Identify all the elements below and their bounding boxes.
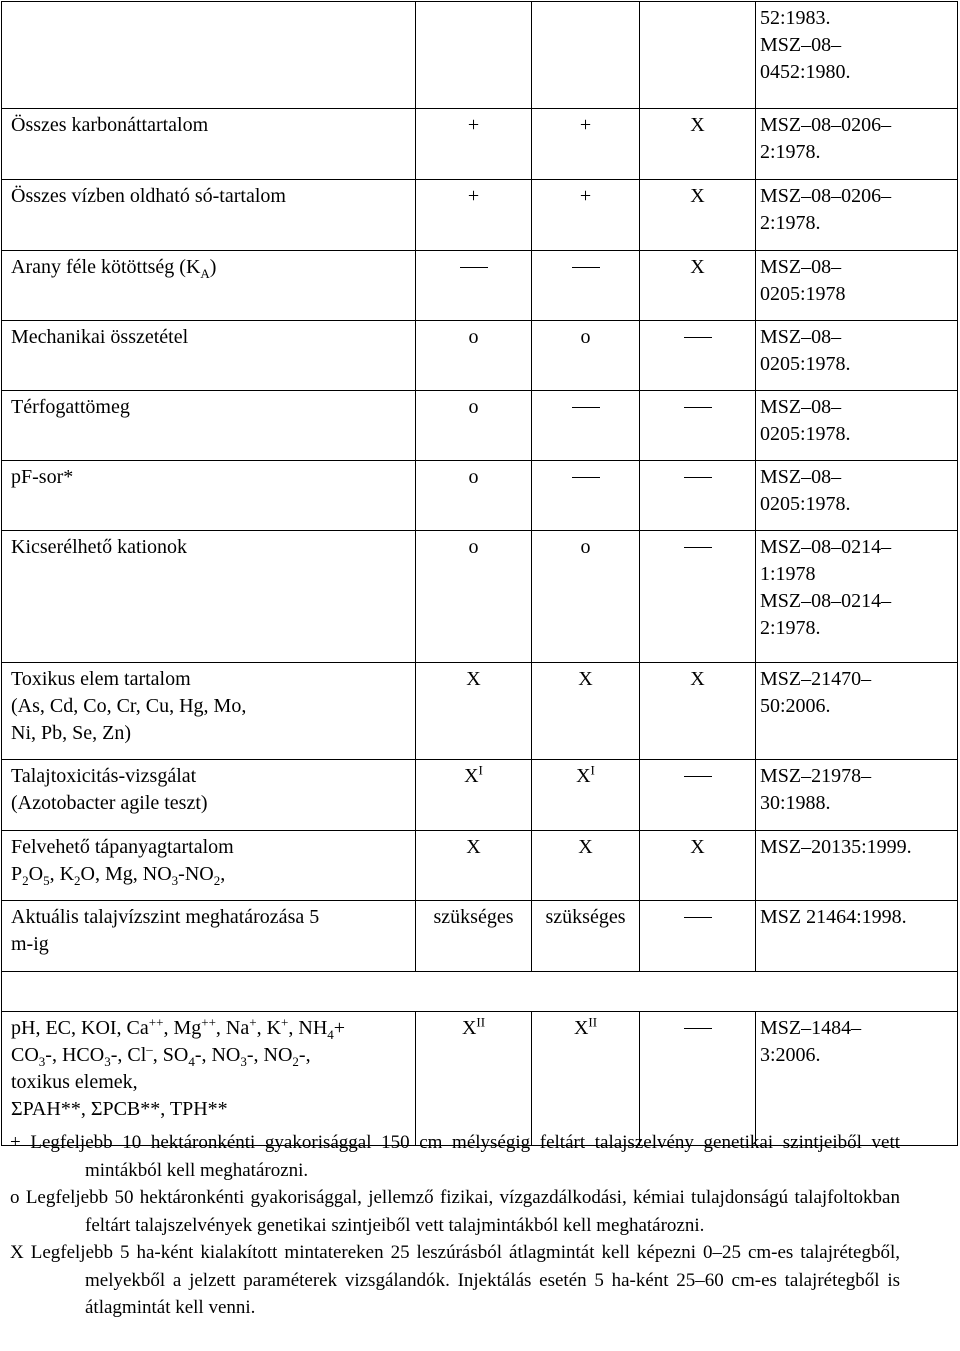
mark-text: o (468, 466, 479, 488)
formula-part: P (11, 863, 23, 885)
standard-ref (756, 760, 958, 831)
requirement-mark (640, 831, 756, 901)
requirement-mark (416, 531, 532, 663)
formula-part: , Na (215, 1017, 250, 1039)
mark-text: X (466, 668, 481, 690)
dash-mark (684, 776, 712, 777)
requirement-mark (416, 180, 532, 251)
requirement-mark (532, 180, 640, 251)
standard-ref (756, 391, 958, 461)
parameter-name (2, 831, 416, 901)
requirement-mark (416, 1012, 532, 1146)
mark-text: X (576, 765, 591, 787)
requirement-mark (532, 760, 640, 831)
standard-line: 30:1988. (760, 792, 831, 814)
requirement-mark (416, 663, 532, 760)
mark-text: X (690, 185, 705, 207)
parameter-name-line: Aktuális talajvízszint meghatározása 5 (11, 906, 320, 928)
formula-part: , Mg (163, 1017, 202, 1039)
footnote (10, 1184, 900, 1239)
standard-line: 3:2006. (760, 1044, 821, 1066)
formula-part: -, NO (194, 1044, 241, 1066)
table-row (2, 461, 958, 531)
footnote-text: Legfeljebb 10 hektáronkénti gyakorisággal 150 cm mélységig feltárt talajszelvény genetikai szintjeiből vett mintákból kell meghatározni. (30, 1132, 901, 1181)
requirement-mark (640, 1012, 756, 1146)
standard-line: MSZ–1484– (760, 1017, 862, 1039)
parameter-name (2, 251, 416, 321)
formula-part: 2 (213, 873, 221, 888)
formula-part: + (281, 1014, 289, 1030)
footnote (10, 1239, 900, 1322)
parameter-name (2, 2, 416, 109)
mark-sup: I (478, 762, 483, 778)
standard-line: MSZ–08–0214– (760, 536, 892, 558)
formula-part: , SO (152, 1044, 189, 1066)
formula-part: O, Mg, NO (80, 863, 172, 885)
mark-text: X (461, 1017, 477, 1039)
standard-line: MSZ–08– (760, 466, 842, 488)
footnote-text: Legfeljebb 5 ha-ként kialakított mintatereken 25 leszúrásból átlagmintát kell képezni 0–25 cm-es talajrétegből, melyekből a jelzett paraméterek vizsgálandók. Injektálás esetén 5 ha-ként 25–60 cm-es talajrétegből is átlagmintát kell venni. (30, 1242, 901, 1318)
standard-line: 1:1978 (760, 563, 816, 585)
parameter-name (2, 531, 416, 663)
requirement-mark (416, 901, 532, 972)
requirement-mark (416, 391, 532, 461)
standard-line: 0452:1980. (760, 61, 851, 83)
standard-line: MSZ–08– (760, 256, 842, 278)
requirement-mark (416, 2, 532, 109)
standard-ref (756, 180, 958, 251)
mark-text: o (468, 326, 479, 348)
formula-part: 3 (104, 1054, 111, 1069)
formula-part: + (333, 1017, 346, 1039)
standard-line: MSZ 21464:1998. (760, 906, 907, 928)
formula-part: ++ (148, 1014, 164, 1030)
footnote-symbol: + (10, 1132, 21, 1153)
requirement-mark (532, 1012, 640, 1146)
mark-text: X (578, 836, 593, 858)
requirement-mark (532, 2, 640, 109)
formula-part: CO (11, 1044, 39, 1066)
dash-mark (684, 917, 712, 918)
standard-line: MSZ–08– (760, 396, 842, 418)
standard-line: MSZ–21978– (760, 765, 872, 787)
mark-sup: I (590, 762, 595, 778)
parameter-name (2, 321, 416, 391)
table-row (2, 180, 958, 251)
footnote (10, 1129, 900, 1184)
parameter-name-text: Mechanikai összetétel (11, 326, 189, 348)
parameter-name-line: Felvehető tápanyagtartalom (11, 836, 234, 858)
mark-text: + (467, 185, 480, 207)
requirement-mark (640, 760, 756, 831)
formula-part: 4 (188, 1054, 195, 1069)
formula-part: , (220, 863, 226, 885)
requirement-mark (640, 531, 756, 663)
standard-line: 2:1978. (760, 141, 821, 163)
table-row (2, 901, 958, 972)
requirement-mark (640, 321, 756, 391)
parameter-name-line: (As, Cd, Co, Cr, Cu, Hg, Mo, (11, 695, 247, 717)
parameter-name (2, 391, 416, 461)
mark-text: + (467, 114, 480, 136)
formula-part: 3 (38, 1054, 46, 1069)
parameter-name-line: ΣPAH**, ΣPCB**, TPH** (11, 1098, 228, 1120)
dash-mark (572, 477, 600, 478)
formula-part: 2 (22, 873, 29, 888)
parameter-formula (11, 1042, 411, 1069)
dash-mark (684, 1028, 712, 1029)
requirement-mark (640, 109, 756, 180)
formula-part: 2 (74, 873, 81, 888)
parameter-name (2, 461, 416, 531)
parameter-name-text: Kicserélhető kationok (11, 536, 188, 558)
table-row (2, 831, 958, 901)
table-row (2, 663, 958, 760)
table-row (2, 1012, 958, 1146)
dash-mark (684, 407, 712, 408)
standard-ref (756, 321, 958, 391)
standard-line: MSZ–08– (760, 326, 842, 348)
standard-line: MSZ–08–0214– (760, 590, 892, 612)
parameter-name-line: m-ig (11, 933, 49, 955)
requirement-mark (640, 2, 756, 109)
standard-ref (756, 109, 958, 180)
formula-part: 3 (240, 1054, 247, 1069)
dash-mark (684, 477, 712, 478)
requirement-mark (416, 831, 532, 901)
formula-part: ++ (201, 1014, 216, 1030)
mark-sup: II (476, 1014, 486, 1030)
dash-mark (572, 407, 600, 408)
formula-part: pH, EC, KOI, Ca (11, 1017, 149, 1039)
parameter-name (2, 760, 416, 831)
dash-mark (572, 267, 600, 268)
standard-line: 0205:1978. (760, 423, 851, 445)
mark-text: o (580, 326, 591, 348)
requirement-mark (532, 109, 640, 180)
parameter-name-line: Toxikus elem tartalom (11, 668, 191, 690)
mark-text: X (466, 836, 481, 858)
parameter-name-line: Ni, Pb, Se, Zn) (11, 722, 131, 744)
mark-text: X (578, 668, 593, 690)
formula-part: -, NO (246, 1044, 293, 1066)
standard-ref (756, 2, 958, 109)
parameter-name (2, 180, 416, 251)
footnote-symbol: X (10, 1242, 24, 1263)
standard-ref (756, 531, 958, 663)
parameter-name-line: Talajtoxicitás-vizsgálat (11, 765, 197, 787)
soil-parameters-table (1, 1, 958, 1146)
footnote-symbol: o (10, 1187, 20, 1208)
parameter-name (2, 1012, 416, 1146)
dash-mark (684, 337, 712, 338)
mark-text: + (579, 114, 592, 136)
formula-part: – (146, 1041, 153, 1057)
standard-line: 0205:1978 (760, 283, 846, 305)
mark-text: + (579, 185, 592, 207)
mark-sup: II (588, 1014, 598, 1030)
parameter-name-text: pF-sor* (11, 466, 74, 488)
parameter-name (2, 109, 416, 180)
standard-ref (756, 1012, 958, 1146)
requirement-mark (416, 251, 532, 321)
mark-text: o (468, 396, 479, 418)
parameter-name-line: toxikus elemek, (11, 1071, 138, 1093)
standard-ref (756, 663, 958, 760)
requirement-mark (416, 461, 532, 531)
standard-line: MSZ–08–0206– (760, 185, 892, 207)
mark-text: X (690, 668, 705, 690)
requirement-mark (532, 901, 640, 972)
standard-line: 50:2006. (760, 695, 831, 717)
requirement-mark (640, 901, 756, 972)
mark-text: X (464, 765, 479, 787)
formula-part: O (28, 863, 44, 885)
footnote-text: Legfeljebb 50 hektáronkénti gyakorisággal, jellemző fizikai, vízgazdálkodási, kémiai tulajdonságú talajfoltokban feltárt talajszelvények genetikai szintjeiből vett talajmintákból kell meghatározni. (25, 1187, 900, 1236)
formula-part: -, HCO (45, 1044, 105, 1066)
standard-line: 0205:1978. (760, 353, 851, 375)
table-row (2, 531, 958, 663)
requirement-mark (532, 251, 640, 321)
formula-part: 4 (327, 1027, 334, 1042)
formula-part: 5 (43, 873, 50, 888)
table-row (2, 2, 958, 109)
dash-mark (684, 547, 712, 548)
parameter-name-text: Összes karbonáttartalom (11, 114, 209, 136)
standard-line: 52:1983. (760, 7, 831, 29)
parameter-name-text: Térfogattömeg (11, 396, 130, 418)
parameter-name-text: Összes vízben oldható só-tartalom (11, 185, 286, 207)
section-heading (2, 972, 958, 1012)
standard-line: 0205:1978. (760, 493, 851, 515)
requirement-mark (640, 461, 756, 531)
mark-text: o (468, 536, 479, 558)
table-row (2, 972, 958, 1012)
formula-part: , K (49, 863, 75, 885)
table-row (2, 251, 958, 321)
mark-text: X (573, 1017, 589, 1039)
requirement-mark (532, 461, 640, 531)
requirement-mark (416, 760, 532, 831)
mark-text: X (690, 836, 705, 858)
parameter-name-sub: A (200, 266, 210, 281)
mark-text: o (580, 536, 591, 558)
mark-text: X (690, 114, 705, 136)
requirement-mark (532, 531, 640, 663)
requirement-mark (640, 391, 756, 461)
formula-part: + (249, 1014, 257, 1030)
table-row (2, 109, 958, 180)
parameter-name-text: Arany féle kötöttség (K (11, 256, 201, 278)
standard-ref (756, 251, 958, 321)
requirement-mark (416, 109, 532, 180)
standard-line: MSZ–08– (760, 34, 842, 56)
requirement-mark (532, 663, 640, 760)
standard-line: 2:1978. (760, 212, 821, 234)
requirement-mark (640, 180, 756, 251)
requirement-mark (416, 321, 532, 391)
requirement-mark (640, 663, 756, 760)
parameter-formula (11, 861, 411, 888)
mark-text: X (690, 256, 705, 278)
formula-part: 2 (292, 1054, 299, 1069)
standard-ref (756, 461, 958, 531)
formula-part: -NO (178, 863, 214, 885)
mark-text: szükséges (545, 906, 626, 928)
standard-ref (756, 901, 958, 972)
standard-line: MSZ–08–0206– (760, 114, 892, 136)
parameter-formula (11, 1015, 411, 1042)
requirement-mark (532, 391, 640, 461)
standard-line: MSZ–21470– (760, 668, 872, 690)
formula-part: 3 (171, 873, 179, 888)
formula-part: , K (256, 1017, 282, 1039)
dash-mark (460, 267, 488, 268)
requirement-mark (532, 321, 640, 391)
standard-ref (756, 831, 958, 901)
standard-line: 2:1978. (760, 617, 821, 639)
footnotes (10, 1129, 900, 1322)
table-row (2, 391, 958, 461)
parameter-name (2, 901, 416, 972)
formula-part: -, Cl (110, 1044, 147, 1066)
parameter-name-line: (Azotobacter agile teszt) (11, 792, 208, 814)
formula-part: , NH (288, 1017, 328, 1039)
parameter-name-tail: ) (209, 256, 217, 278)
table-row (2, 760, 958, 831)
table-row (2, 321, 958, 391)
requirement-mark (532, 831, 640, 901)
formula-part: -, (298, 1044, 311, 1066)
mark-text: szükséges (433, 906, 514, 928)
parameter-name (2, 663, 416, 760)
requirement-mark (640, 251, 756, 321)
standard-line: MSZ–20135:1999. (760, 836, 912, 858)
